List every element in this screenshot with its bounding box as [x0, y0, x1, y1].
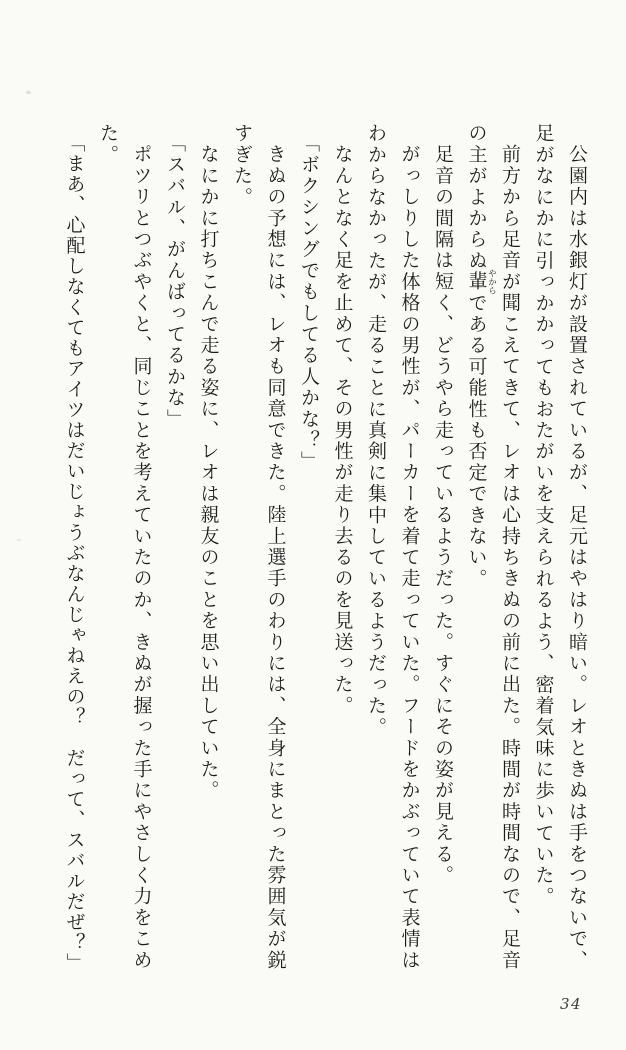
paragraph: なんとなく足を止めて、その男性が走り去るのを見送った。 — [331, 144, 354, 717]
dialogue-paragraph: 「ボクシングでもしてる人かな？」 — [298, 133, 320, 473]
page-number: 34 — [560, 995, 583, 1013]
scan-artifact — [17, 539, 21, 541]
paragraph: 足音の間隔は短く、どうやら走っているようだった。すぐにその姿が見える。 — [432, 144, 454, 886]
paragraph: ポツリとつぶやくと、同じことを考えていたのか、きぬが握った手にやさしく力をこめた。 — [97, 123, 153, 971]
dialogue-paragraph: 「スバル、がんばってるかな」 — [164, 133, 186, 430]
paragraph: きぬの予想には、レオも同意できた。陸上選手のわりには、全身にまとった雰囲気が鋭すぎた。 — [231, 123, 287, 971]
ruby-annotation: 輩 やから — [465, 269, 497, 295]
paragraph: 公園内は水銀灯が設置されているが、足元はやはり暗い。レオときぬは手をつないで、足がなにかに引っかかってもおたがいを支えられるよう、密着気味に歩いていた。 — [532, 123, 588, 971]
paragraph: なにかに打ちこんで走る姿に、レオは親友のことを思い出していた。 — [197, 144, 220, 802]
scan-artifact — [26, 91, 31, 94]
paragraph: 前方から足音が聞こえてきて、レオは心持ちきぬの前に出た。時間が時間なので、足音の主がよからぬ輩 やからである可能性も否定できない。 — [465, 123, 521, 971]
paragraph: がっしりした体格の男性が、パーカーを着て走っていた。フードをかぶっていて表情はわからなかったが、走ることに真剣に集中しているようだった。 — [365, 123, 421, 971]
text-block — [57, 123, 593, 979]
dialogue-paragraph: 「まあ、心配しなくてもアイツはだいじょうぶなんじゃねえの？ だって、スバルだぜ？」 — [63, 133, 86, 974]
